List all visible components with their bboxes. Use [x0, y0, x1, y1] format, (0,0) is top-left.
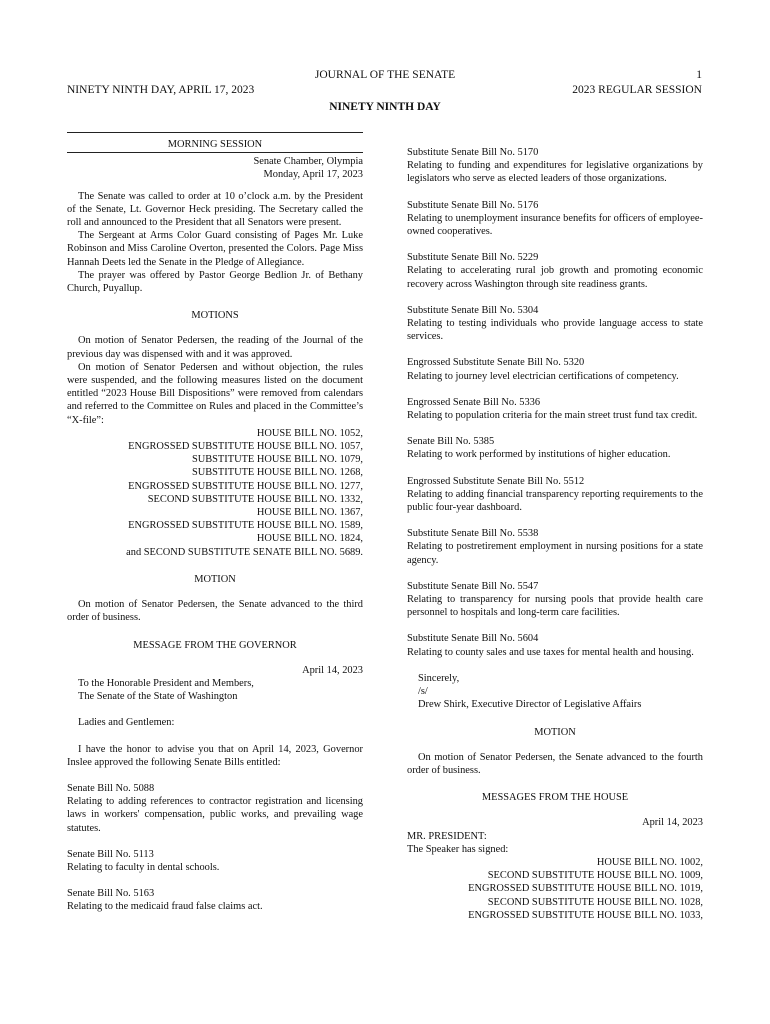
addressee: [67, 677, 363, 703]
signed-bill-item: HOUSE BILL NO. 1002,: [596, 856, 703, 868]
motion-paragraph: On motion of Senator Pedersen and without objection, the rules were suspended, and the following measures listed on the document entitled “2023 House Bill Dispositions” were removed from calendars and referred to the Committee on Rules and placed in the Committee’s “X-file”:: [67, 361, 363, 426]
bill-name: Substitute Senate Bill No. 5170: [407, 147, 539, 158]
bill-description: Relating to accelerating rural job growth and promoting economic recovery across Washington through site readiness grants.: [407, 265, 703, 290]
bill-entry: [407, 527, 703, 567]
bill-description: Relating to work performed by institutions of higher education.: [407, 449, 671, 461]
bill-entry: [407, 435, 703, 461]
bill-name: Senate Bill No. 5385: [407, 436, 495, 448]
bill-description: Relating to population criteria for the main street trust fund tax credit.: [407, 410, 698, 422]
bill-name: Engrossed Senate Bill No. 5336: [407, 396, 541, 408]
bill-entry: [407, 475, 703, 515]
signed-bill-item: SECOND SUBSTITUTE HOUSE BILL NO. 1028,: [487, 896, 703, 908]
day-date: NINETY NINTH DAY, APRIL 17, 2023: [67, 84, 255, 96]
advise-paragraph: I have the honor to advise you that on April 14, 2023, Governor Inslee approved the following Senate Bills entitled:: [67, 743, 363, 768]
bill-name: Engrossed Substitute Senate Bill No. 5320: [407, 357, 585, 369]
signed-bills-list: [407, 856, 703, 922]
measure-item: HOUSE BILL NO. 1367,: [256, 507, 363, 519]
speaker-line: The Speaker has signed:: [407, 843, 509, 855]
measure-item: ENGROSSED SUBSTITUTE HOUSE BILL NO. 1589,: [128, 520, 363, 532]
bill-description: Relating to unemployment insurance benefits for officers of employee-owned cooperatives.: [407, 212, 703, 238]
bill-entry: [407, 632, 703, 658]
bill-entry: [407, 356, 703, 382]
bill-name: Substitute Senate Bill No. 5604: [407, 633, 539, 645]
bill-name: Substitute Senate Bill No. 5547: [407, 580, 539, 592]
bill-name: Senate Bill No. 5088: [67, 782, 155, 794]
bill-entry: [67, 887, 363, 913]
session-heading: MORNING SESSION: [167, 139, 263, 150]
motion-heading: MOTION: [194, 573, 236, 585]
bill-description: Relating to the medicaid fraud false claims act.: [67, 901, 263, 913]
location: Senate Chamber, Olympia: [253, 156, 363, 168]
measures-list: [67, 427, 363, 559]
signed-bill-item: ENGROSSED SUBSTITUTE HOUSE BILL NO. 1033,: [468, 909, 703, 921]
signature-block: [407, 672, 703, 712]
page-number: 1: [696, 69, 702, 81]
bill-entry: [407, 251, 703, 291]
opening-paragraph: The Senate was called to order at 10 o’clock a.m. by the President of the Senate, Lt. Governor Heck presiding. The Secretary called the roll and announced to the President that all Senators were present.: [67, 190, 363, 229]
house-heading: MESSAGES FROM THE HOUSE: [481, 792, 629, 804]
salutation: Ladies and Gentlemen:: [78, 717, 175, 729]
addressee-line: The Senate of the State of Washington: [78, 691, 238, 703]
bill-description: Relating to postretirement employment in nursing positions for a state agency.: [407, 541, 703, 566]
left-column: [67, 132, 363, 927]
bill-name: Substitute Senate Bill No. 5304: [407, 304, 539, 316]
motion-text: On motion of Senator Pedersen, the Senate advanced to the third order of business.: [67, 599, 363, 624]
right-column: [407, 146, 703, 922]
bill-entry: [407, 304, 703, 344]
measure-item: and SECOND SUBSTITUTE SENATE BILL NO. 5689.: [126, 546, 363, 558]
motion-text: On motion of Senator Pedersen, the Senate advanced to the fourth order of business.: [407, 751, 703, 776]
bill-entry: [407, 146, 703, 186]
bill-description: Relating to journey level electrician certifications of competency.: [407, 370, 679, 382]
signed-bill-item: SECOND SUBSTITUTE HOUSE BILL NO. 1009,: [487, 870, 703, 882]
measure-item: HOUSE BILL NO. 1824,: [256, 533, 363, 545]
bill-entry: [407, 199, 703, 239]
bill-name: Substitute Senate Bill No. 5538: [407, 528, 539, 540]
bill-description: Relating to county sales and use taxes for mental health and housing.: [407, 646, 694, 658]
measure-item: SUBSTITUTE HOUSE BILL NO. 1079,: [191, 454, 363, 466]
bill-description: Relating to adding financial transparency reporting requirements to the public four-year dashboard.: [407, 488, 703, 514]
addressee-line: To the Honorable President and Members,: [78, 677, 254, 689]
bill-description: Relating to transparency for nursing pools that provide health care personnel to hospitals and long-term care facilities.: [407, 594, 703, 619]
morning-session-block: [67, 132, 363, 153]
letter-date: April 14, 2023: [302, 664, 363, 676]
bill-name: Senate Bill No. 5113: [67, 848, 154, 860]
governor-heading: MESSAGE FROM THE GOVERNOR: [133, 639, 297, 651]
bill-description: Relating to faculty in dental schools.: [67, 861, 220, 873]
bill-entry: [67, 848, 363, 874]
motion-heading: MOTION: [534, 726, 576, 738]
mr-president: MR. PRESIDENT:: [407, 830, 487, 842]
page-title: NINETY NINTH DAY: [329, 101, 441, 113]
bill-name: Engrossed Substitute Senate Bill No. 5512: [407, 475, 585, 487]
bill-description: Relating to funding and expenditures for legislative organizations by legislators who serve as elected leaders of those organizations.: [407, 160, 703, 185]
journal-title: JOURNAL OF THE SENATE: [314, 69, 456, 81]
measure-item: ENGROSSED SUBSTITUTE HOUSE BILL NO. 1277,: [128, 480, 363, 492]
motions-heading: MOTIONS: [191, 310, 239, 322]
measure-item: HOUSE BILL NO. 1052,: [256, 427, 363, 439]
opening-paragraph: The Sergeant at Arms Color Guard consisting of Pages Mr. Luke Robinson and Miss Caroline Overton, presented the Colors. Page Miss Hannah Deets led the Senate in the Pledge of Allegiance.: [67, 230, 363, 268]
signer: Drew Shirk, Executive Director of Legislative Affairs: [418, 699, 642, 711]
measure-item: SECOND SUBSTITUTE HOUSE BILL NO. 1332,: [147, 493, 363, 505]
session-date: Monday, April 17, 2023: [263, 169, 363, 181]
bill-description: Relating to adding references to contractor registration and licensing laws in workers' compensation, public works, and prevailing wage statutes.: [67, 796, 363, 834]
bill-name: Senate Bill No. 5163: [67, 888, 155, 900]
bill-description: Relating to testing individuals who provide language access to state services.: [407, 318, 703, 343]
measure-item: SUBSTITUTE HOUSE BILL NO. 1268,: [191, 467, 363, 479]
signature: /s/: [418, 686, 428, 698]
closing: Sincerely,: [418, 672, 460, 684]
bill-name: Substitute Senate Bill No. 5176: [407, 199, 539, 211]
bill-entry: [407, 580, 703, 620]
motion-paragraph: On motion of Senator Pedersen, the reading of the Journal of the previous day was dispensed with and it was approved.: [67, 335, 363, 360]
measure-item: ENGROSSED SUBSTITUTE HOUSE BILL NO. 1057,: [128, 441, 363, 453]
house-date: April 14, 2023: [642, 817, 703, 829]
signed-bill-item: ENGROSSED SUBSTITUTE HOUSE BILL NO. 1019,: [468, 883, 703, 895]
opening-paragraph: The prayer was offered by Pastor George Bedlion Jr. of Bethany Church, Puyallup.: [67, 269, 363, 295]
session-label: 2023 REGULAR SESSION: [572, 84, 702, 96]
bill-name: Substitute Senate Bill No. 5229: [407, 252, 539, 264]
bill-entry: [407, 396, 703, 422]
bill-entry: [67, 782, 363, 835]
